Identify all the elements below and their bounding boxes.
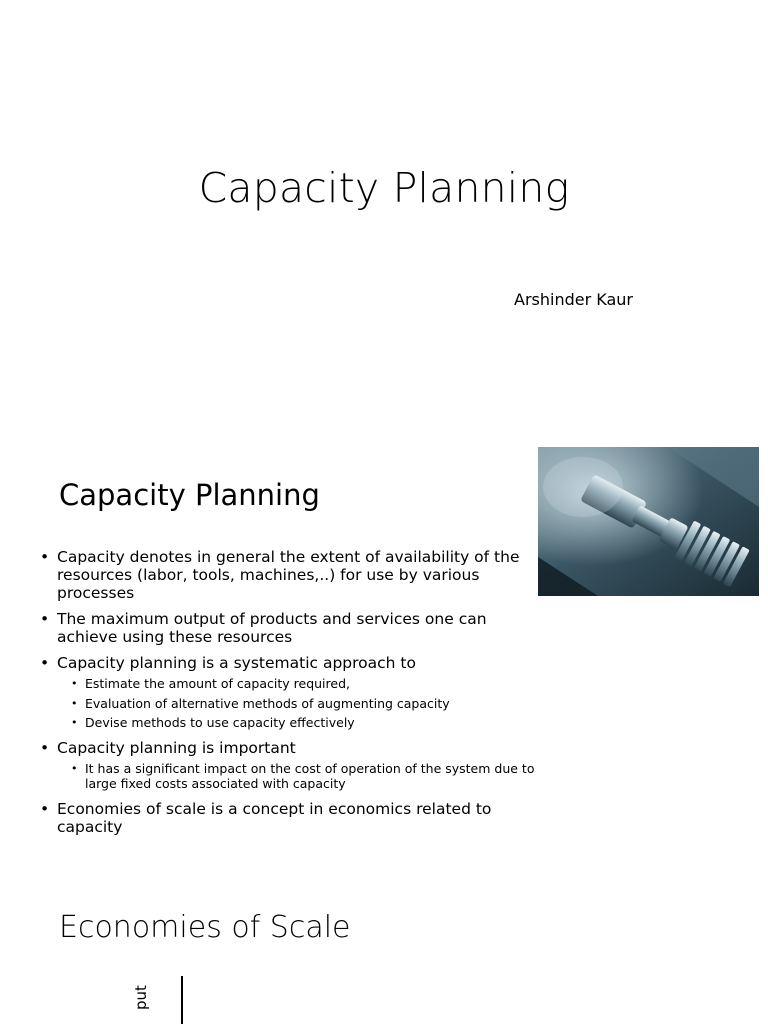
sub-bullet-item: • Devise methods to use capacity effectively xyxy=(71,715,540,731)
sub-bullet-list xyxy=(57,761,540,792)
bullet-item: • Economies of scale is a concept in economics related to capacity xyxy=(40,800,540,836)
sub-bullet-item: • It has a significant impact on the cost of operation of the system due to large fixed costs associated with capacity xyxy=(71,761,540,792)
capacity-planning-slide xyxy=(0,440,768,860)
slide-title: Economies of Scale xyxy=(59,910,351,945)
y-axis-line xyxy=(181,976,183,1024)
presentation-title: Capacity Planning xyxy=(198,164,570,212)
sub-bullet-item: • Estimate the amount of capacity required, xyxy=(71,676,540,692)
bullet-item: • Capacity planning is important • It has a significant impact on the cost of operation of the system due to large fixed costs associated with capacity xyxy=(40,739,540,792)
author-name: Arshinder Kaur xyxy=(514,290,633,309)
bullet-list xyxy=(40,548,540,844)
slide-title: Capacity Planning xyxy=(59,478,320,512)
y-axis-label: put xyxy=(132,985,150,1010)
sub-bullet-list xyxy=(57,676,540,731)
lathe-machine-image xyxy=(538,447,759,596)
title-slide xyxy=(0,0,768,430)
bullet-item: • Capacity planning is a systematic approach to • Estimate the amount of capacity required, • Evaluation of alternative methods of augmenting capacity • Devise methods to use capacity effectively xyxy=(40,654,540,731)
lathe-machine-illustration xyxy=(538,447,759,596)
bullet-item: • Capacity denotes in general the extent of availability of the resources (labor, tools, machines,..) for use by various processes xyxy=(40,548,540,602)
economies-of-scale-slide xyxy=(0,870,768,1024)
sub-bullet-item: • Evaluation of alternative methods of augmenting capacity xyxy=(71,696,540,712)
bullet-item: • The maximum output of products and services one can achieve using these resources xyxy=(40,610,540,646)
